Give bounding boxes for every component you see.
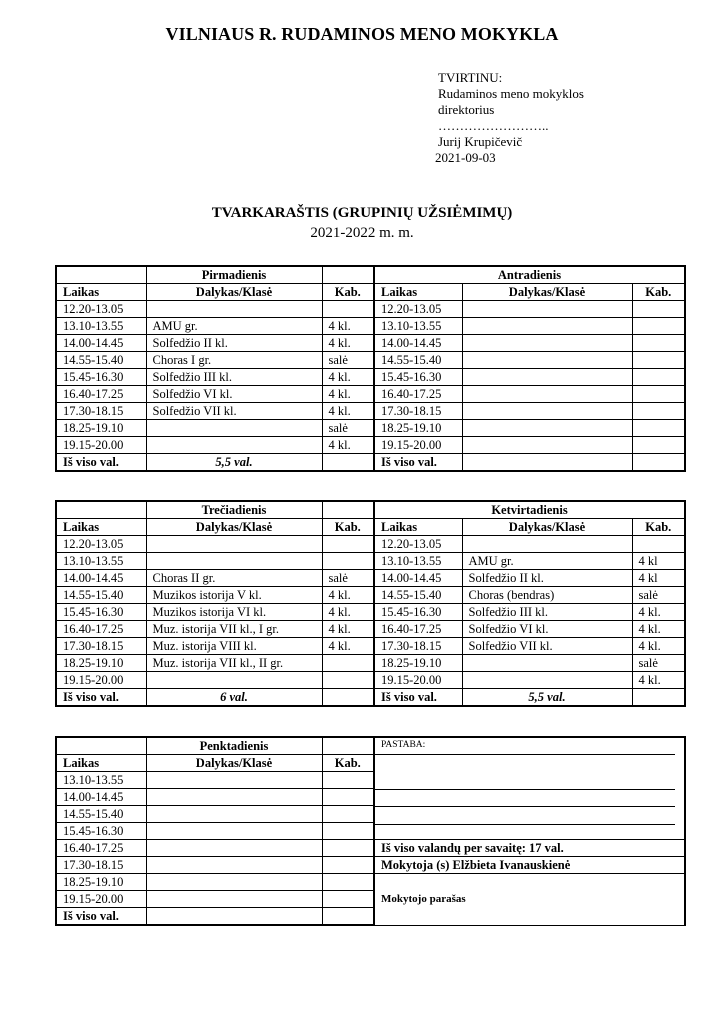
column-header-time: Laikas — [56, 519, 146, 536]
empty-cell — [56, 266, 146, 284]
time-slot: 16.40-17.25 — [56, 840, 146, 857]
day-name: Ketvirtadienis — [374, 501, 685, 519]
table-row — [56, 352, 685, 369]
table-row — [56, 874, 685, 891]
subject: Solfedžio III kl. — [146, 369, 322, 386]
time-slot: 12.20-13.05 — [56, 536, 146, 553]
table-row — [56, 301, 685, 318]
total-hours: 6 val. — [146, 689, 322, 707]
school-year: 2021-2022 m. m. — [310, 225, 414, 241]
schedule-table-mon-tue — [55, 265, 686, 472]
column-header-time: Laikas — [56, 755, 146, 772]
table-row — [56, 840, 685, 857]
room: 4 kl. — [322, 318, 374, 335]
subject: Solfedžio II kl. — [462, 570, 632, 587]
subject — [146, 772, 322, 789]
empty-cell — [322, 737, 374, 755]
day-name: Penktadienis — [146, 737, 322, 755]
subject — [462, 335, 632, 352]
room — [632, 369, 685, 386]
table-row — [56, 553, 685, 570]
table-row — [56, 335, 685, 352]
subject: AMU gr. — [146, 318, 322, 335]
divider — [375, 824, 675, 825]
subject — [146, 840, 322, 857]
room: 4 kl. — [322, 437, 374, 454]
subject: Muzikos istorija V kl. — [146, 587, 322, 604]
room: 4 kl. — [322, 638, 374, 655]
subject — [146, 857, 322, 874]
time-slot: 17.30-18.15 — [374, 403, 462, 420]
notes-area — [374, 737, 685, 840]
empty-cell — [322, 454, 374, 472]
room: 4 kl. — [322, 621, 374, 638]
day-name: Pirmadienis — [146, 266, 322, 284]
subject — [146, 823, 322, 840]
schedule-table-wed-thu — [55, 500, 686, 707]
subject: Solfedžio VI kl. — [462, 621, 632, 638]
time-slot: 13.10-13.55 — [56, 318, 146, 335]
subject — [146, 553, 322, 570]
time-slot: 14.55-15.40 — [56, 806, 146, 823]
room: 4 kl. — [632, 672, 685, 689]
time-slot: 14.55-15.40 — [56, 587, 146, 604]
table-row — [56, 604, 685, 621]
subject — [462, 318, 632, 335]
table-row — [56, 386, 685, 403]
room — [322, 553, 374, 570]
subject: Solfedžio VI kl. — [146, 386, 322, 403]
table-row — [56, 318, 685, 335]
divider — [375, 806, 675, 807]
column-header-subject: Dalykas/Klasė — [146, 519, 322, 536]
time-slot: 13.10-13.55 — [374, 553, 462, 570]
table-row — [56, 621, 685, 638]
room — [322, 672, 374, 689]
time-slot: 14.00-14.45 — [374, 335, 462, 352]
approval-date: 2021-09-03 — [435, 150, 496, 165]
time-slot: 14.00-14.45 — [374, 570, 462, 587]
table-row — [56, 672, 685, 689]
time-slot: 16.40-17.25 — [374, 621, 462, 638]
schedule-table-fri — [55, 736, 686, 926]
room — [322, 655, 374, 672]
room: 4 kl — [632, 570, 685, 587]
room — [632, 301, 685, 318]
room — [632, 437, 685, 454]
empty-cell — [56, 501, 146, 519]
subject — [462, 672, 632, 689]
room — [632, 403, 685, 420]
approval-line: direktorius — [438, 102, 495, 117]
subject: Muz. istorija VII kl., II gr. — [146, 655, 322, 672]
total-hours: 5,5 val. — [462, 689, 632, 707]
room — [322, 772, 374, 789]
time-slot: 19.15-20.00 — [56, 437, 146, 454]
total-hours — [146, 908, 322, 926]
subject: Solfedžio III kl. — [462, 604, 632, 621]
subject: Muz. istorija VIII kl. — [146, 638, 322, 655]
column-header-subject: Dalykas/Klasė — [462, 519, 632, 536]
total-label: Iš viso val. — [56, 908, 146, 926]
empty-cell — [632, 689, 685, 707]
empty-cell — [322, 501, 374, 519]
column-header-room: Kab. — [632, 519, 685, 536]
subject — [146, 420, 322, 437]
room — [632, 386, 685, 403]
column-header-room: Kab. — [322, 755, 374, 772]
subject — [462, 655, 632, 672]
time-slot: 12.20-13.05 — [56, 301, 146, 318]
subject — [462, 420, 632, 437]
room — [322, 536, 374, 553]
column-header-subject: Dalykas/Klasė — [462, 284, 632, 301]
room — [632, 352, 685, 369]
time-slot: 18.25-19.10 — [56, 874, 146, 891]
room: 4 kl. — [322, 587, 374, 604]
table-row — [56, 403, 685, 420]
time-slot: 15.45-16.30 — [56, 823, 146, 840]
room: salė — [632, 587, 685, 604]
column-header-time: Laikas — [374, 284, 462, 301]
time-slot: 14.00-14.45 — [56, 570, 146, 587]
time-slot: 17.30-18.15 — [374, 638, 462, 655]
time-slot: 19.15-20.00 — [374, 437, 462, 454]
room — [632, 536, 685, 553]
time-slot: 15.45-16.30 — [56, 604, 146, 621]
director-name: Jurij Krupičevič — [438, 134, 523, 149]
total-label: Iš viso val. — [374, 454, 462, 472]
column-header-room: Kab. — [322, 284, 374, 301]
subject — [462, 301, 632, 318]
subject — [146, 891, 322, 908]
room: salė — [322, 352, 374, 369]
time-slot: 17.30-18.15 — [56, 638, 146, 655]
room — [322, 823, 374, 840]
subject: Solfedžio VII kl. — [462, 638, 632, 655]
subject — [462, 536, 632, 553]
subject: Choras I gr. — [146, 352, 322, 369]
time-slot: 19.15-20.00 — [374, 672, 462, 689]
approval-block — [435, 70, 584, 166]
time-slot: 14.00-14.45 — [56, 335, 146, 352]
subject — [146, 874, 322, 891]
subject — [146, 806, 322, 823]
table-row — [56, 857, 685, 874]
subject: Choras (bendras) — [462, 587, 632, 604]
empty-cell — [632, 454, 685, 472]
subject: Solfedžio VII kl. — [146, 403, 322, 420]
column-header-time: Laikas — [56, 284, 146, 301]
weekly-total: Iš viso valandų per savaitę: 17 val. — [374, 840, 685, 857]
subject: Muz. istorija VII kl., I gr. — [146, 621, 322, 638]
time-slot: 18.25-19.10 — [374, 420, 462, 437]
room — [632, 420, 685, 437]
subject — [146, 672, 322, 689]
subject — [146, 437, 322, 454]
school-name: VILNIAUS R. RUDAMINOS MENO MOKYKLA — [165, 24, 559, 44]
subject: Muzikos istorija VI kl. — [146, 604, 322, 621]
time-slot: 18.25-19.10 — [56, 655, 146, 672]
total-label: Iš viso val. — [56, 454, 146, 472]
subject — [146, 301, 322, 318]
column-header-subject: Dalykas/Klasė — [146, 755, 322, 772]
time-slot: 16.40-17.25 — [374, 386, 462, 403]
time-slot: 13.10-13.55 — [56, 553, 146, 570]
total-hours: 5,5 val. — [146, 454, 322, 472]
room — [632, 335, 685, 352]
room: salė — [322, 420, 374, 437]
time-slot: 14.00-14.45 — [56, 789, 146, 806]
table-row — [56, 638, 685, 655]
room: 4 kl. — [322, 403, 374, 420]
room: 4 kl. — [322, 386, 374, 403]
table-row — [56, 587, 685, 604]
room: salė — [632, 655, 685, 672]
room — [322, 891, 374, 908]
time-slot: 17.30-18.15 — [56, 403, 146, 420]
time-slot: 13.10-13.55 — [374, 318, 462, 335]
room — [322, 301, 374, 318]
day-name: Trečiadienis — [146, 501, 322, 519]
subject: AMU gr. — [462, 553, 632, 570]
subject — [462, 369, 632, 386]
empty-cell — [322, 266, 374, 284]
time-slot: 13.10-13.55 — [56, 772, 146, 789]
room: 4 kl. — [322, 335, 374, 352]
room — [632, 318, 685, 335]
subject: Solfedžio II kl. — [146, 335, 322, 352]
table-row — [56, 655, 685, 672]
table-row — [56, 369, 685, 386]
time-slot: 16.40-17.25 — [56, 621, 146, 638]
time-slot: 16.40-17.25 — [56, 386, 146, 403]
total-label: Iš viso val. — [374, 689, 462, 707]
time-slot: 18.25-19.10 — [56, 420, 146, 437]
time-slot: 15.45-16.30 — [56, 369, 146, 386]
divider — [375, 789, 675, 790]
subject — [462, 437, 632, 454]
subject: Choras II gr. — [146, 570, 322, 587]
approval-signature-line: …………………….. — [438, 118, 549, 133]
room — [322, 840, 374, 857]
room — [322, 789, 374, 806]
approval-line: TVIRTINU: — [438, 70, 503, 85]
empty-cell — [56, 737, 146, 755]
empty-cell — [322, 908, 374, 926]
subject — [146, 789, 322, 806]
table-row — [56, 420, 685, 437]
table-row — [56, 437, 685, 454]
time-slot: 12.20-13.05 — [374, 301, 462, 318]
time-slot: 15.45-16.30 — [374, 604, 462, 621]
signature-label: Mokytojo parašas — [374, 874, 685, 926]
subject — [146, 536, 322, 553]
column-header-subject: Dalykas/Klasė — [146, 284, 322, 301]
table-row — [56, 570, 685, 587]
teacher-name: Mokytoja (s) Elžbieta Ivanauskienė — [374, 857, 685, 874]
room: 4 kl. — [322, 604, 374, 621]
time-slot: 14.55-15.40 — [374, 352, 462, 369]
room: salė — [322, 570, 374, 587]
room: 4 kl. — [322, 369, 374, 386]
approval-line: Rudaminos meno mokyklos — [438, 86, 584, 101]
time-slot: 18.25-19.10 — [374, 655, 462, 672]
room: 4 kl. — [632, 604, 685, 621]
subject — [462, 352, 632, 369]
day-name: Antradienis — [374, 266, 685, 284]
time-slot: 12.20-13.05 — [374, 536, 462, 553]
time-slot: 19.15-20.00 — [56, 672, 146, 689]
total-hours — [462, 454, 632, 472]
room — [322, 806, 374, 823]
time-slot: 17.30-18.15 — [56, 857, 146, 874]
empty-cell — [322, 689, 374, 707]
time-slot: 14.55-15.40 — [374, 587, 462, 604]
column-header-room: Kab. — [632, 284, 685, 301]
document-title: TVARKARAŠTIS (GRUPINIŲ UŽSIĖMIMŲ) — [211, 205, 513, 221]
room: 4 kl — [632, 553, 685, 570]
time-slot: 15.45-16.30 — [374, 369, 462, 386]
subject — [462, 403, 632, 420]
divider — [375, 754, 675, 755]
room: 4 kl. — [632, 621, 685, 638]
time-slot: 14.55-15.40 — [56, 352, 146, 369]
notes-label: PASTABA: — [381, 740, 426, 750]
total-label: Iš viso val. — [56, 689, 146, 707]
room — [322, 874, 374, 891]
time-slot: 19.15-20.00 — [56, 891, 146, 908]
table-row — [56, 536, 685, 553]
subject — [462, 386, 632, 403]
column-header-time: Laikas — [374, 519, 462, 536]
column-header-room: Kab. — [322, 519, 374, 536]
room — [322, 857, 374, 874]
room: 4 kl. — [632, 638, 685, 655]
